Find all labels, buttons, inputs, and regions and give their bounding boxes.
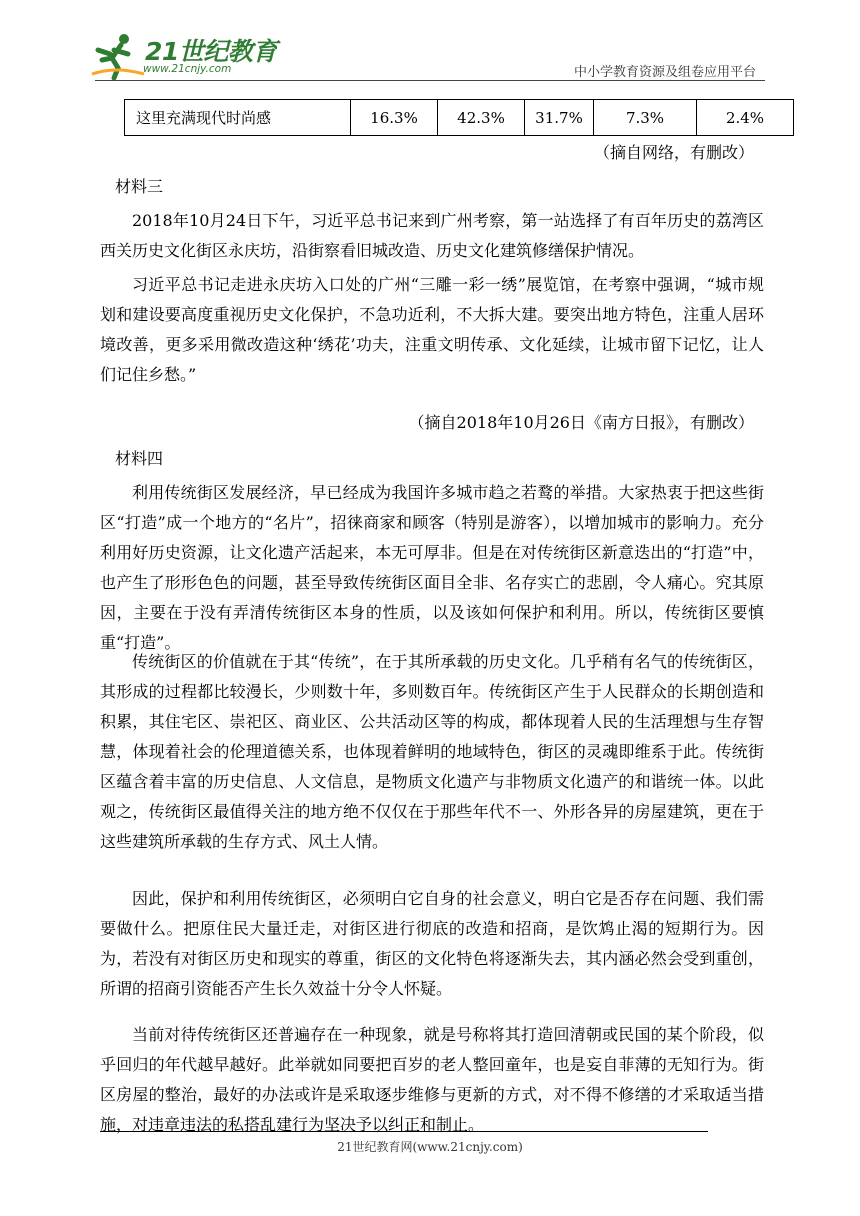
table-row-label: 这里充满现代时尚感 (125, 100, 351, 136)
header-divider (95, 80, 765, 81)
paragraph: 2018年10月24日下午，习近平总书记来到广州考察，第一站选择了有百年历史的荔湾区西关历史文化街区永庆坊，沿街察看旧城改造、历史文化建筑修缮保护情况。 (100, 211, 764, 260)
survey-table (124, 99, 794, 136)
table-cell: 2.4% (697, 100, 794, 136)
table-cell: 31.7% (525, 100, 594, 136)
paragraph: 习近平总书记走进永庆坊入口处的广州“三雕一彩一绣”展览馆，在考察中强调，“城市规划和建设要高度重视历史文化保护，不急功近利，不大拆大建。要突出地方特色，注重人居环境改善，更多采用微改造这种‘绣花’功夫，注重文明传承、文化延续，让城市留下记忆，让人们记住乡愁。” (100, 275, 764, 384)
logo-url: www.21cnjy.com (143, 63, 232, 75)
table-cell: 16.3% (351, 100, 438, 136)
page-footer: 21世纪教育网(www.21cnjy.com) (337, 1140, 523, 1154)
paragraph: 传统街区的价值就在于其“传统”，在于其所承载的历史文化。几乎稍有名气的传统街区，其形成的过程都比较漫长，少则数十年，多则数百年。传统街区产生于人民群众的长期创造和积累，其住宅区、崇祀区、商业区、公共活动区等的构成，都体现着人民的生活理想与生存智慧，体现着社会的伦理道德关系，也体现着鲜明的地域特色，街区的灵魂即维系于此。传统街区蕴含着丰富的历史信息、人文信息，是物质文化遗产与非物质文化遗产的和谐统一体。以此观之，传统街区最值得关注的地方绝不仅仅在于那些年代不一、外形各异的房屋建筑，更在于这些建筑所承载的生存方式、风土人情。 (100, 652, 764, 851)
paragraph: 利用传统街区发展经济，早已经成为我国许多城市趋之若鹜的举措。大家热衷于把这些街区“打造”成一个地方的“名片”，招徕商家和顾客（特别是游客），以增加城市的影响力。充分利用好历史资源，让文化遗产活起来，本无可厚非。但是在对传统街区新意迭出的“打造”中，也产生了形形色色的问题，甚至导致传统街区面目全非、名存实亡的悲剧，令人痛心。究其原因，主要在于没有弄清传统街区本身的性质，以及该如何保护和利用。所以，传统街区要慎重“打造”。 (100, 483, 764, 652)
table-cell: 7.3% (594, 100, 697, 136)
logo (88, 30, 278, 84)
section-heading: 材料三 (115, 177, 164, 196)
runner-logo-icon (88, 30, 148, 82)
source-note: （摘自网络，有删改） (593, 143, 754, 162)
table-cell: 42.3% (438, 100, 525, 136)
paragraph: 当前对待传统街区还普遍存在一种现象，就是号称将其打造回清朝或民国的某个阶段，似乎回归的年代越早越好。此举就如同要把百岁的老人整回童年，也是妄自菲薄的无知行为。街区房屋的整治，最好的办法或许是采取逐步维修与更新的方式，对不得不修缮的才采取适当措施，对违章违法的私搭乱建行为坚决予以纠正和制止。 (100, 1025, 764, 1134)
paragraph: 因此，保护和利用传统街区，必须明白它自身的社会意义，明白它是否存在问题、我们需要做什么。把原住民大量迁走，对街区进行彻底的改造和招商，是饮鸩止渴的短期行为。因为，若没有对街区历史和现实的尊重，街区的文化特色将逐渐失去，其内涵必然会受到重创，所谓的招商引资能否产生长久效益十分令人怀疑。 (100, 889, 764, 998)
source-note: （摘自2018年10月26日《南方日报》，有删改） (408, 413, 754, 432)
logo-text: 21世纪教育 (145, 37, 277, 66)
table-row (125, 100, 794, 136)
platform-name: 中小学教育资源及组卷应用平台 (573, 65, 756, 80)
footer-divider (100, 1131, 708, 1132)
section-heading: 材料四 (115, 449, 164, 468)
page-header (0, 0, 860, 84)
